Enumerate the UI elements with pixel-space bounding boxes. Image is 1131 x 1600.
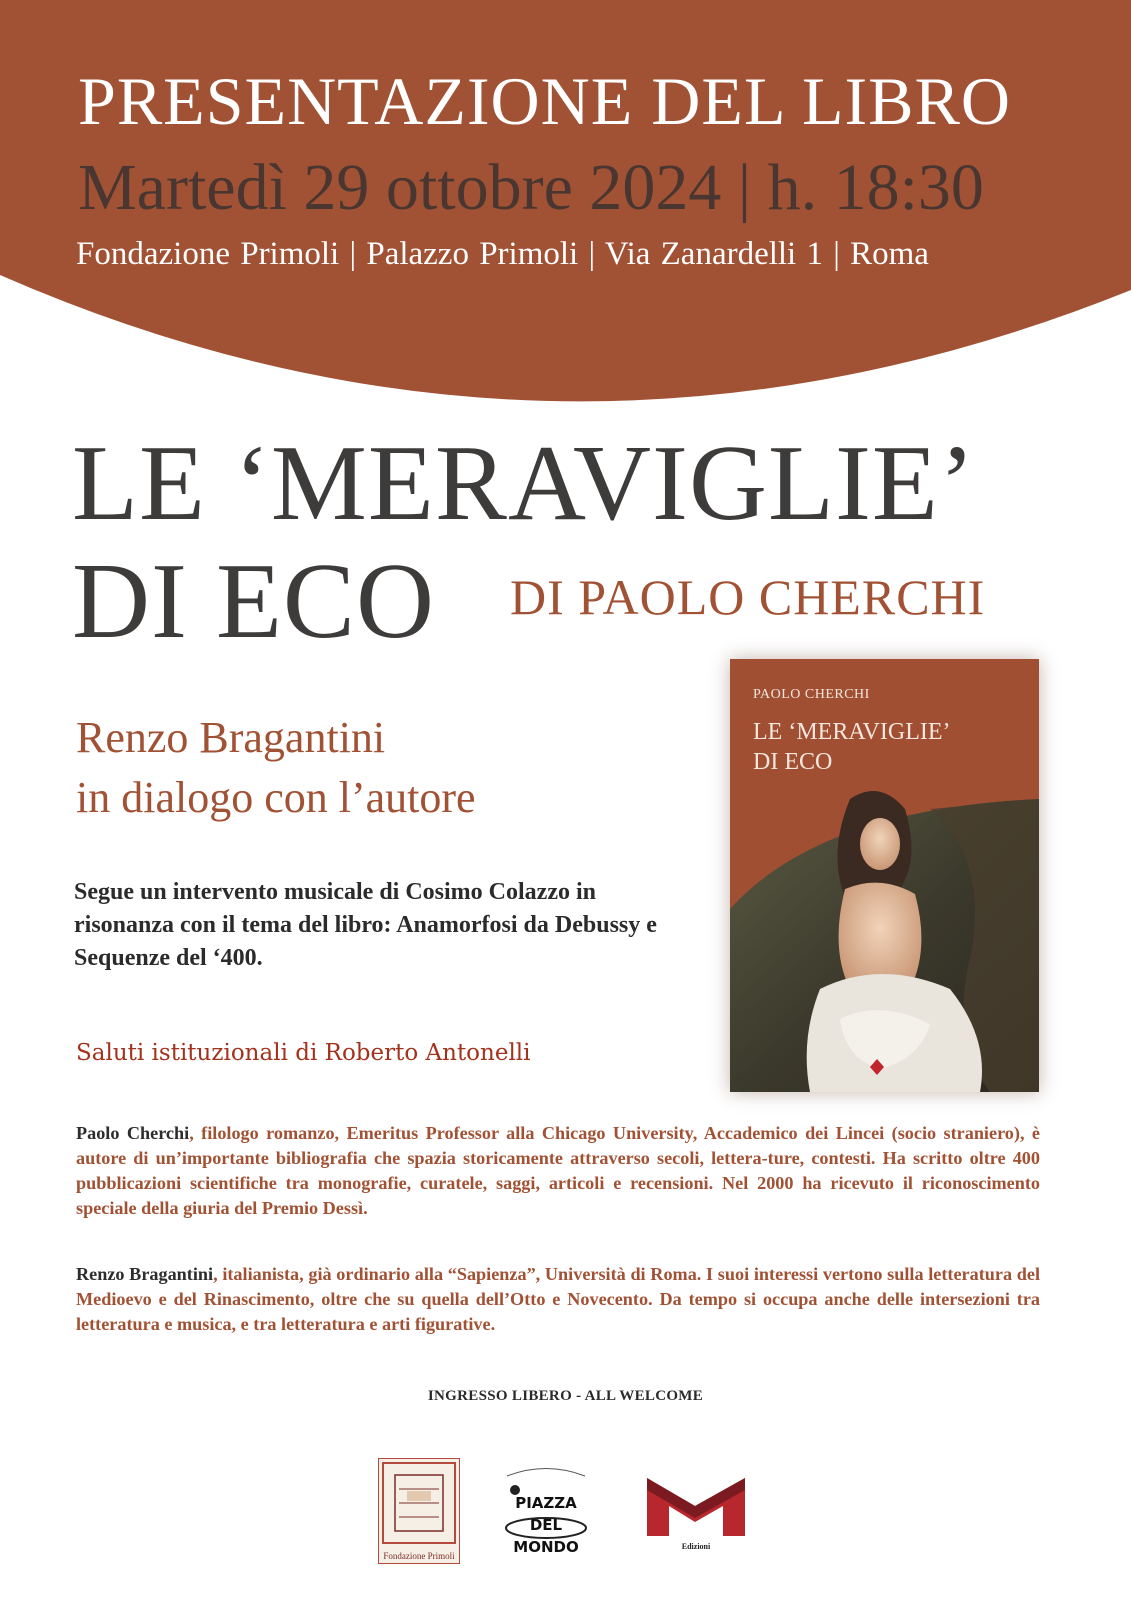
- event-date-time: Martedì 29 ottobre 2024 | h. 18:30: [78, 151, 984, 224]
- cover-author: PAOLO CHERCHI: [753, 687, 870, 702]
- piazza-text: PIAZZA DEL MONDO: [513, 1494, 579, 1556]
- admission-note: INGRESSO LIBERO - ALL WELCOME: [427, 1388, 704, 1404]
- piazza-del-mondo-logo: [497, 1456, 595, 1562]
- music-note: Segue un intervento musicale di Cosimo Colazzo in risonanza con il tema del libro: Anamorfosi da Debussy e Sequenze del ‘400.: [74, 879, 657, 971]
- fondazione-primoli-logo: [378, 1458, 460, 1564]
- edizioni-caption: Edizioni: [681, 1542, 711, 1551]
- cover-title-line1: LE ‘MERAVIGLIE’: [753, 719, 951, 745]
- edizioni-logo: [645, 1476, 747, 1551]
- bio-paolo-cherchi: [76, 1121, 1040, 1221]
- event-title: PRESENTAZIONE DEL LIBRO: [78, 63, 1011, 139]
- greetings: Saluti istituzionali di Roberto Antonelli: [76, 1040, 531, 1066]
- event-venue: Fondazione Primoli | Palazzo Primoli | Via Zanardelli 1 | Roma: [76, 236, 929, 272]
- primoli-caption: Fondazione Primoli: [383, 1551, 455, 1561]
- book-title-line1: LE ‘MERAVIGLIE’: [72, 424, 976, 543]
- book-title-line2: DI ECO: [72, 542, 435, 661]
- bio-text: , italianista, già ordinario alla “Sapienza”, Università di Roma. I suoi interessi vertono sulla letteratura del Medioevo e del Rinascimento, oltre che su quella dell’Otto e Novecento. Da tempo si occupa anche delle intersezioni tra letteratura e musica, e tra letteratura e arti figurative.: [76, 1264, 1041, 1334]
- cover-painting: [730, 659, 1039, 1092]
- book-cover-image: [730, 659, 1039, 1092]
- bio-name: Renzo Bragantini: [76, 1264, 214, 1284]
- bio-name: Paolo Cherchi: [76, 1123, 190, 1143]
- bio-text: , filologo romanzo, Emeritus Professor alla Chicago University, Accademico dei Lincei (socio straniero), è autore di un’importante bibliografia che spazia storicamente attraverso secoli, lettera-ture, contesti. Ha scritto oltre 400 pubblicazioni scientifiche tra monografie, curatele, saggi, articoli e recensioni. Nel 2000 ha ricevuto il riconoscimento speciale della giuria del Premio Dessì.: [76, 1123, 1040, 1218]
- book-author: DI PAOLO CHERCHI: [510, 569, 986, 625]
- cover-title-line2: DI ECO: [753, 749, 833, 775]
- bio-renzo-bragantini: [76, 1262, 1040, 1337]
- dialogue-line2: in dialogo con l’autore: [76, 773, 476, 822]
- ex-libris-emblem: [379, 1459, 459, 1547]
- edizioni-m-mark: [645, 1476, 747, 1538]
- dialogue-line1: Renzo Bragantini: [76, 713, 386, 762]
